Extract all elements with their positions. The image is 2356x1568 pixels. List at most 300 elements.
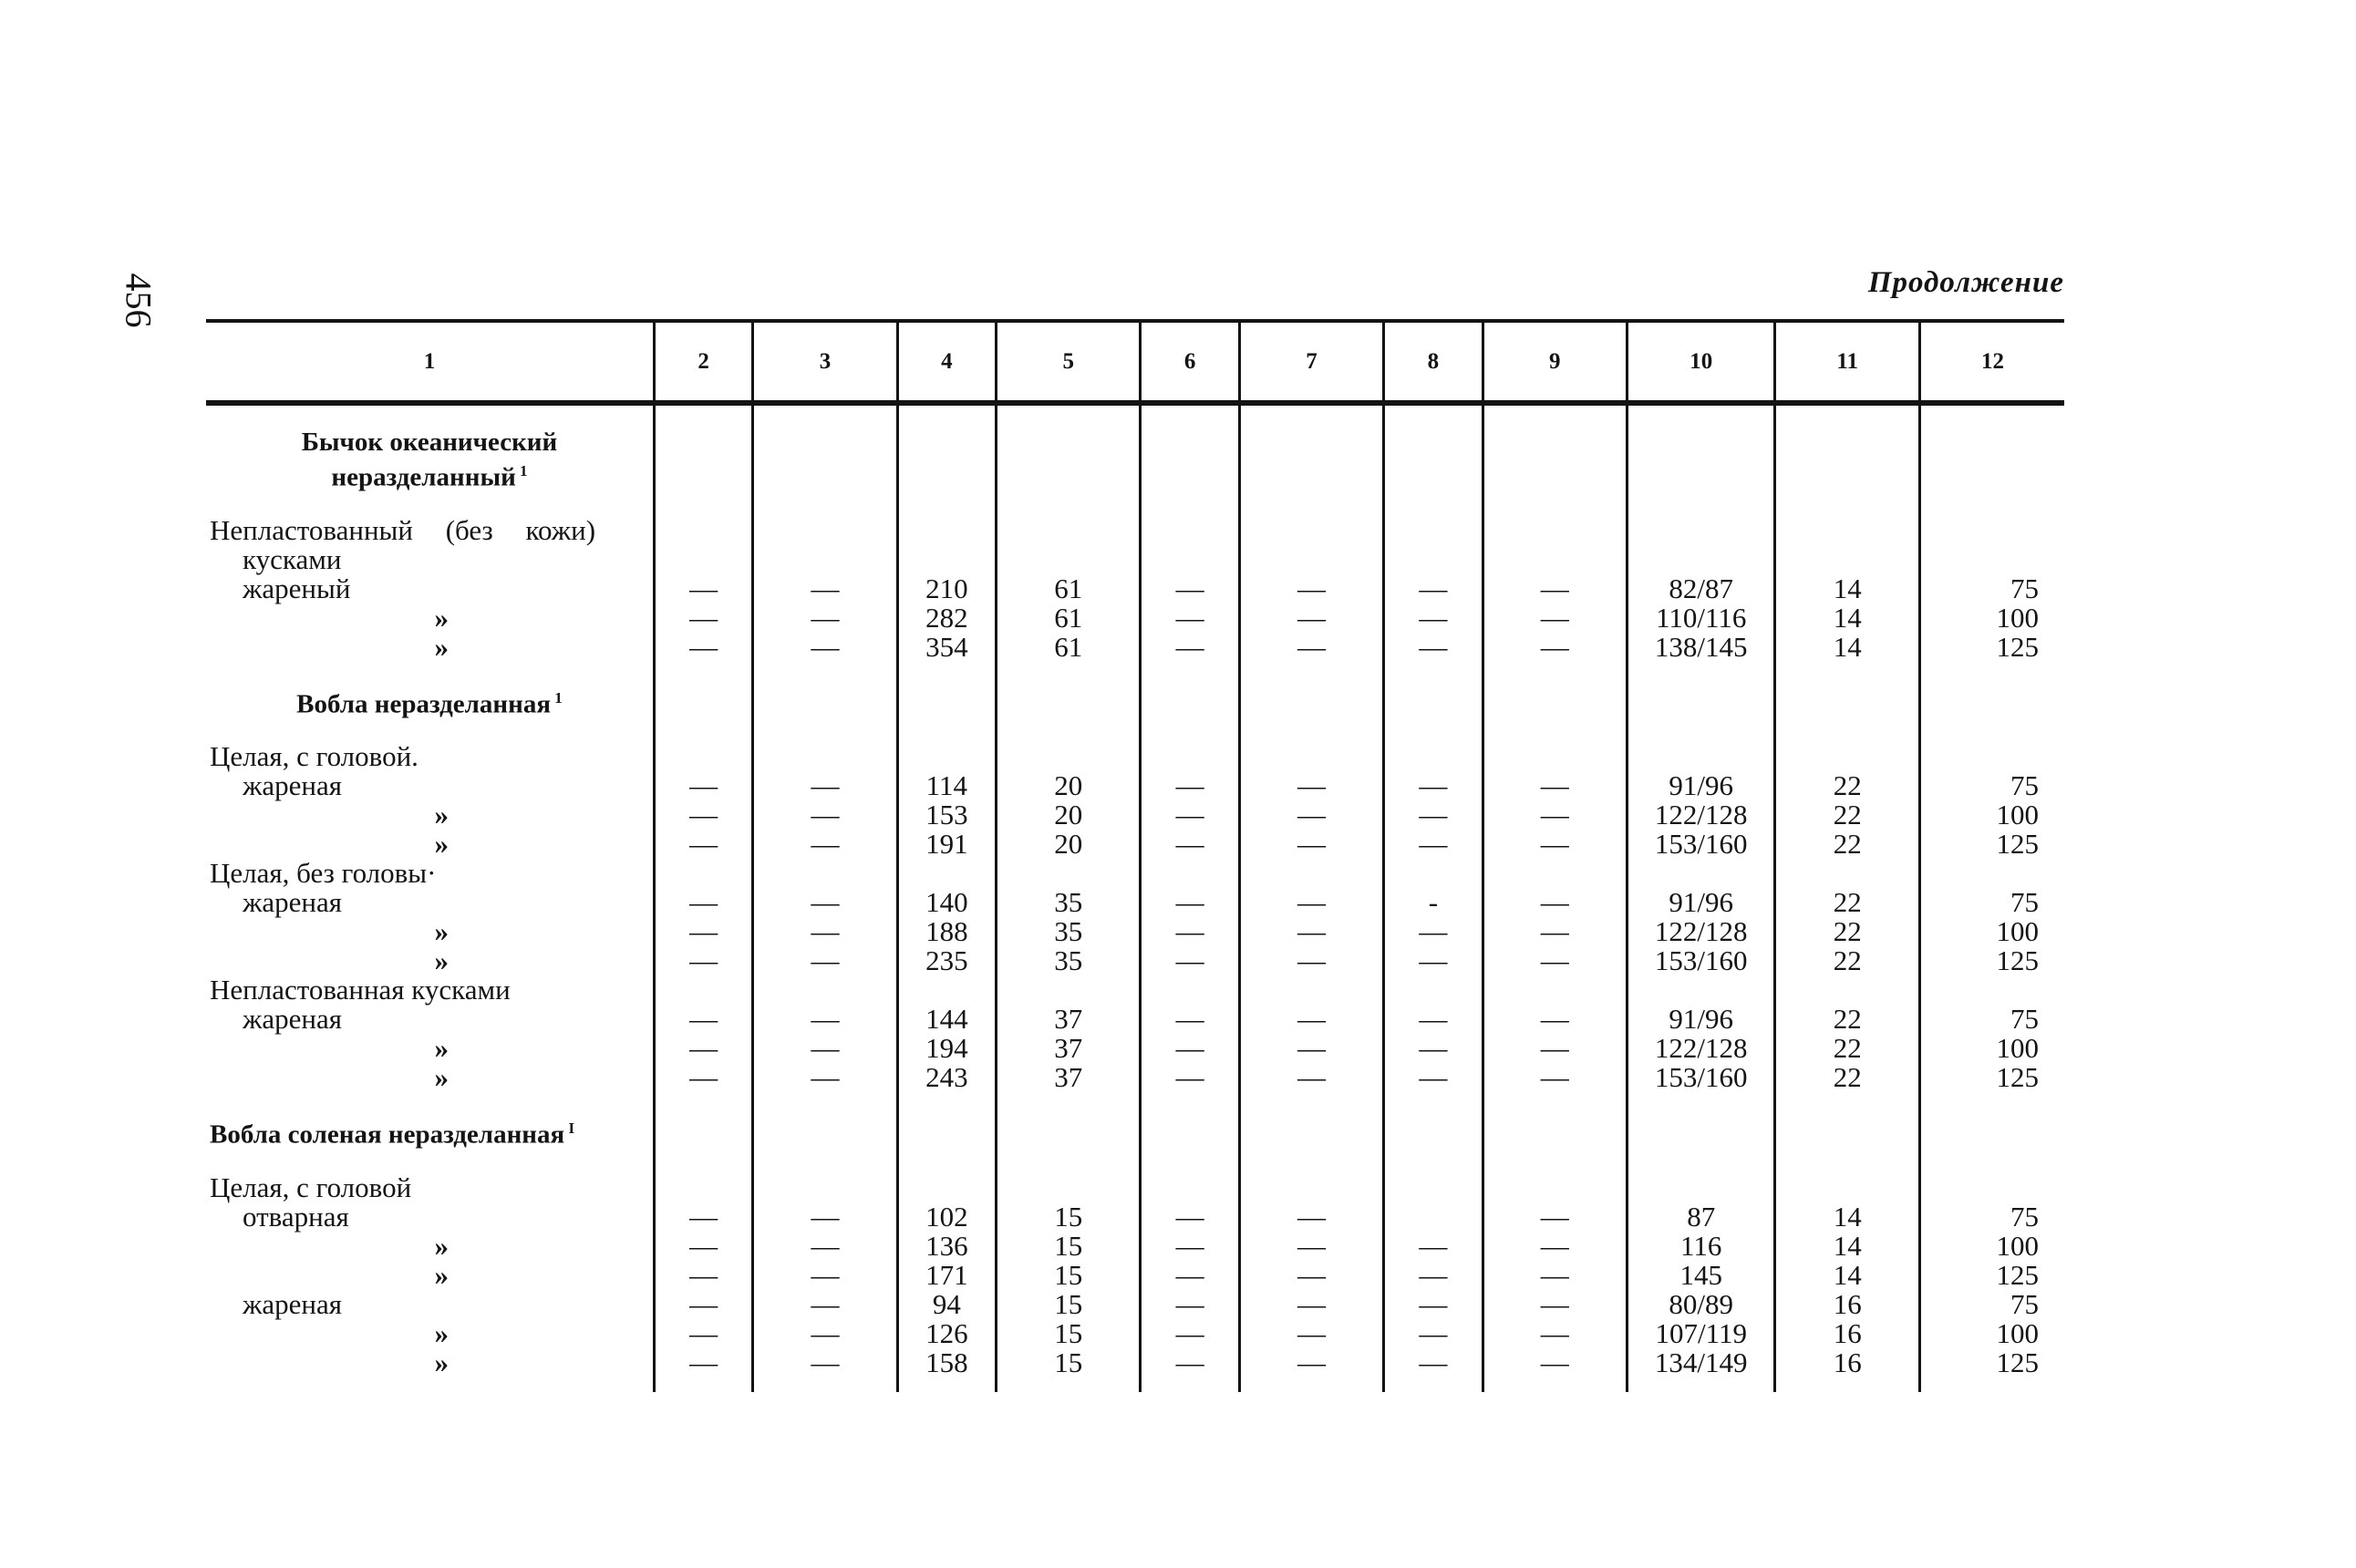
data-cell: —: [1239, 946, 1383, 975]
data-cell: —: [1483, 1202, 1627, 1232]
empty-cell: [1919, 1173, 2064, 1202]
empty-cell: [1919, 742, 2064, 771]
data-cell: 20: [997, 771, 1141, 800]
row-label: [206, 917, 654, 946]
data-cell: —: [1483, 603, 1627, 633]
empty-cell: [753, 1173, 897, 1202]
empty-cell: [1628, 742, 1775, 771]
empty-cell: [654, 975, 752, 1005]
data-cell: 15: [997, 1202, 1141, 1232]
table-row: [206, 1232, 2064, 1261]
data-cell: 158: [897, 1348, 996, 1392]
row-label-text: жареная: [243, 1287, 343, 1320]
row-label-text: отварная: [243, 1200, 349, 1233]
empty-cell: [1384, 742, 1483, 771]
empty-cell: [1384, 516, 1483, 574]
empty-cell: [897, 742, 996, 771]
data-cell: —: [1239, 1290, 1383, 1319]
section-title-line: Вобла неразделанная $^1$: [296, 688, 563, 719]
ditto-mark: »: [434, 944, 449, 977]
data-cell: —: [1141, 1348, 1239, 1392]
empty-cell: [654, 742, 752, 771]
data-cell: 14: [1775, 1202, 1919, 1232]
data-cell: 188: [897, 917, 996, 946]
data-cell: 125: [1919, 946, 2064, 975]
data-cell: 100: [1919, 1319, 2064, 1348]
empty-cell: [997, 516, 1141, 574]
column-header: 1: [423, 348, 436, 374]
ditto-mark: »: [434, 601, 449, 634]
data-cell: 153/160: [1628, 1063, 1775, 1092]
data-cell: —: [1141, 633, 1239, 662]
empty-cell: [1384, 403, 1483, 516]
data-cell: —: [1141, 1290, 1239, 1319]
empty-cell: [1239, 742, 1383, 771]
column-header: 12: [1919, 321, 2064, 403]
empty-cell: [1141, 1173, 1239, 1202]
data-cell: —: [753, 771, 897, 800]
data-cell: 16: [1775, 1319, 1919, 1348]
data-cell: —: [654, 1202, 752, 1232]
empty-cell: [1483, 859, 1627, 888]
data-cell: —: [753, 800, 897, 830]
data-cell: —: [654, 603, 752, 633]
table-row: [206, 771, 2064, 800]
description-row: [206, 975, 2064, 1005]
data-cell: —: [1384, 830, 1483, 859]
data-cell: 22: [1775, 1005, 1919, 1034]
data-cell: —: [654, 1232, 752, 1261]
data-cell: 194: [897, 1034, 996, 1063]
data-cell: —: [654, 1290, 752, 1319]
row-label: [206, 1173, 654, 1202]
data-cell: —: [1384, 917, 1483, 946]
table-row: [206, 574, 2064, 603]
data-cell: —: [753, 1202, 897, 1232]
description-row: [206, 742, 2064, 771]
data-cell: —: [654, 1348, 752, 1392]
empty-cell: [997, 975, 1141, 1005]
data-cell: —: [654, 1034, 752, 1063]
data-cell: 22: [1775, 771, 1919, 800]
row-label: [206, 975, 654, 1005]
empty-cell: [1384, 975, 1483, 1005]
ditto-mark: »: [434, 630, 449, 663]
row-label-text: жареный: [243, 572, 351, 604]
data-cell: —: [1384, 1319, 1483, 1348]
table-row: [206, 830, 2064, 859]
table-row: [206, 1319, 2064, 1348]
data-cell: —: [1239, 1063, 1383, 1092]
section-title-line: Вобла соленая неразделанная $^I$: [210, 1119, 575, 1150]
data-cell: —: [1141, 1034, 1239, 1063]
empty-cell: [654, 1092, 752, 1173]
data-cell: 75: [1919, 1202, 2064, 1232]
data-cell: —: [1384, 1232, 1483, 1261]
data-cell: 22: [1775, 888, 1919, 917]
data-cell: —: [1239, 917, 1383, 946]
empty-cell: [1775, 742, 1919, 771]
ditto-mark: »: [434, 828, 449, 861]
section-heading-row: [206, 1092, 2064, 1173]
row-label-line: Непластованный (без кожи): [210, 513, 596, 546]
data-cell: 37: [997, 1063, 1141, 1092]
data-cell: 22: [1775, 800, 1919, 830]
data-cell: —: [753, 633, 897, 662]
data-cell: —: [1239, 603, 1383, 633]
row-label: [206, 888, 654, 917]
data-cell: —: [753, 1232, 897, 1261]
column-header: 2: [654, 321, 752, 403]
data-cell: —: [654, 1063, 752, 1092]
data-cell: —: [1239, 771, 1383, 800]
data-cell: —: [1483, 1063, 1627, 1092]
data-cell: —: [1483, 800, 1627, 830]
data-cell: —: [1239, 1348, 1383, 1392]
data-cell: 15: [997, 1319, 1141, 1348]
empty-cell: [1239, 1092, 1383, 1173]
data-cell: —: [1239, 1319, 1383, 1348]
ditto-mark: »: [434, 1229, 449, 1262]
data-cell: 210: [897, 574, 996, 603]
data-cell: 114: [897, 771, 996, 800]
data-cell: 35: [997, 946, 1141, 975]
column-header: 8: [1384, 321, 1483, 403]
data-cell: —: [753, 1319, 897, 1348]
data-cell: 20: [997, 800, 1141, 830]
data-cell: —: [1483, 1005, 1627, 1034]
empty-cell: [1919, 403, 2064, 516]
empty-cell: [1775, 516, 1919, 574]
empty-cell: [1628, 403, 1775, 516]
row-label: [206, 1202, 654, 1232]
section-title: [206, 1092, 654, 1173]
description-row: [206, 859, 2064, 888]
footnote-marker: 1: [515, 462, 528, 480]
row-label-text: жареная: [243, 886, 343, 919]
empty-cell: [654, 859, 752, 888]
data-cell: 235: [897, 946, 996, 975]
description-row: [206, 1173, 2064, 1202]
empty-cell: [1239, 975, 1383, 1005]
data-cell: —: [1483, 633, 1627, 662]
data-cell: —: [654, 946, 752, 975]
empty-cell: [1483, 975, 1627, 1005]
description-row: [206, 516, 2064, 574]
empty-cell: [753, 403, 897, 516]
empty-cell: [1628, 975, 1775, 1005]
column-header: 11: [1775, 321, 1919, 403]
ditto-mark: »: [434, 799, 449, 831]
data-cell: —: [1141, 603, 1239, 633]
data-cell: 35: [997, 888, 1141, 917]
data-cell: 243: [897, 1063, 996, 1092]
row-label: [206, 830, 654, 859]
data-cell: 15: [997, 1232, 1141, 1261]
data-cell: —: [1384, 574, 1483, 603]
data-cell: 153/160: [1628, 946, 1775, 975]
column-header: 5: [997, 321, 1141, 403]
data-cell: 22: [1775, 1063, 1919, 1092]
data-cell: 153: [897, 800, 996, 830]
empty-cell: [753, 742, 897, 771]
data-cell: —: [1483, 574, 1627, 603]
table-row: [206, 800, 2064, 830]
data-cell: —: [1483, 830, 1627, 859]
footnote-marker: 1: [551, 688, 563, 707]
data-cell: —: [753, 1005, 897, 1034]
data-cell: —: [753, 946, 897, 975]
data-cell: —: [753, 1290, 897, 1319]
row-label: [206, 574, 654, 603]
empty-cell: [1239, 662, 1383, 743]
empty-cell: [897, 1173, 996, 1202]
empty-cell: [997, 403, 1141, 516]
data-cell: —: [1239, 1232, 1383, 1261]
data-cell: —: [654, 1319, 752, 1348]
empty-cell: [1483, 516, 1627, 574]
data-cell: —: [1239, 574, 1383, 603]
data-cell: —: [654, 800, 752, 830]
row-label: [206, 630, 654, 663]
empty-cell: [753, 516, 897, 574]
data-cell: 15: [997, 1290, 1141, 1319]
data-cell: —: [1141, 946, 1239, 975]
row-label: [206, 513, 654, 575]
empty-cell: [1628, 516, 1775, 574]
row-label-line: Целая, с головой.: [210, 740, 418, 773]
row-label-text: жареная: [243, 769, 343, 802]
nutrition-table-container: [206, 319, 2064, 1392]
empty-cell: [997, 662, 1141, 743]
data-cell: —: [654, 917, 752, 946]
column-header: 3: [753, 321, 897, 403]
data-cell: 22: [1775, 1034, 1919, 1063]
data-cell: —: [1141, 574, 1239, 603]
data-cell: —: [1141, 888, 1239, 917]
empty-cell: [1775, 403, 1919, 516]
data-cell: —: [1141, 800, 1239, 830]
data-cell: —: [753, 917, 897, 946]
data-cell: 138/145: [1628, 633, 1775, 662]
table-row: [206, 1290, 2064, 1319]
data-cell: —: [1483, 1290, 1627, 1319]
table-row: [206, 1261, 2064, 1290]
data-cell: —: [1141, 771, 1239, 800]
empty-cell: [753, 859, 897, 888]
empty-cell: [1141, 742, 1239, 771]
continuation-label: Продолжение: [1867, 266, 2064, 299]
column-header: 10: [1628, 321, 1775, 403]
empty-cell: [1483, 742, 1627, 771]
ditto-mark: »: [434, 1032, 449, 1065]
empty-cell: [753, 975, 897, 1005]
empty-cell: [897, 403, 996, 516]
data-cell: —: [753, 574, 897, 603]
empty-cell: [1483, 1092, 1627, 1173]
data-cell: 75: [1919, 574, 2064, 603]
data-cell: 16: [1775, 1290, 1919, 1319]
empty-cell: [1384, 1173, 1483, 1202]
data-cell: 35: [997, 917, 1141, 946]
data-cell: 122/128: [1628, 917, 1775, 946]
data-cell: 20: [997, 830, 1141, 859]
data-cell: —: [1483, 1348, 1627, 1392]
empty-cell: [1141, 403, 1239, 516]
data-cell: -: [1384, 888, 1483, 917]
data-cell: —: [1483, 888, 1627, 917]
data-cell: —: [1384, 1063, 1483, 1092]
data-cell: —: [1239, 830, 1383, 859]
data-cell: —: [654, 830, 752, 859]
empty-cell: [1775, 1092, 1919, 1173]
empty-cell: [753, 662, 897, 743]
data-cell: —: [1239, 1202, 1383, 1232]
empty-cell: [1775, 859, 1919, 888]
data-cell: —: [1141, 1005, 1239, 1034]
data-cell: —: [1483, 771, 1627, 800]
data-cell: 15: [997, 1348, 1141, 1392]
data-cell: 14: [1775, 1261, 1919, 1290]
row-label-line: Непластованная кусками: [210, 974, 511, 1006]
table-row: [206, 1005, 2064, 1034]
empty-cell: [1919, 859, 2064, 888]
data-cell: 22: [1775, 917, 1919, 946]
data-cell: 22: [1775, 830, 1919, 859]
empty-cell: [1919, 516, 2064, 574]
data-cell: —: [1384, 946, 1483, 975]
empty-cell: [1141, 662, 1239, 743]
data-cell: 136: [897, 1232, 996, 1261]
data-cell: 122/128: [1628, 800, 1775, 830]
table-row: [206, 1063, 2064, 1092]
empty-cell: [1919, 662, 2064, 743]
nutrition-table: [206, 319, 2064, 1392]
column-header-row: [206, 321, 2064, 403]
data-cell: 116: [1628, 1232, 1775, 1261]
data-cell: 14: [1775, 574, 1919, 603]
data-cell: —: [1239, 888, 1383, 917]
empty-cell: [1239, 1173, 1383, 1202]
ditto-mark: »: [434, 915, 449, 948]
data-cell: 87: [1628, 1202, 1775, 1232]
data-cell: 61: [997, 603, 1141, 633]
empty-cell: [1483, 662, 1627, 743]
data-cell: 102: [897, 1202, 996, 1232]
empty-cell: [997, 1173, 1141, 1202]
data-cell: —: [1483, 946, 1627, 975]
empty-cell: [1775, 662, 1919, 743]
table-row: [206, 1348, 2064, 1392]
data-cell: —: [1384, 1290, 1483, 1319]
data-cell: 140: [897, 888, 996, 917]
data-cell: 14: [1775, 633, 1919, 662]
empty-cell: [1239, 403, 1383, 516]
data-cell: —: [1239, 1034, 1383, 1063]
row-label: [206, 1348, 654, 1392]
table-row: [206, 1034, 2064, 1063]
empty-cell: [1384, 859, 1483, 888]
data-cell: 100: [1919, 1232, 2064, 1261]
data-cell: 15: [997, 1261, 1141, 1290]
data-cell: —: [1384, 633, 1483, 662]
data-cell: —: [753, 888, 897, 917]
empty-cell: [654, 1173, 752, 1202]
data-cell: —: [1141, 1319, 1239, 1348]
row-label-text: жареная: [243, 1003, 343, 1036]
data-cell: 94: [897, 1290, 996, 1319]
table-body: [206, 403, 2064, 1392]
ditto-mark: »: [434, 1258, 449, 1291]
empty-cell: [897, 662, 996, 743]
empty-cell: [654, 403, 752, 516]
column-header: 7: [1239, 321, 1383, 403]
empty-cell: [1141, 859, 1239, 888]
data-cell: 14: [1775, 1232, 1919, 1261]
data-cell: [1384, 1202, 1483, 1232]
empty-cell: [1141, 1092, 1239, 1173]
table-row: [206, 633, 2064, 662]
row-label: [206, 1229, 654, 1262]
ditto-mark: »: [434, 1316, 449, 1349]
row-label: [206, 1287, 654, 1320]
data-cell: —: [1141, 1261, 1239, 1290]
empty-cell: [1628, 662, 1775, 743]
data-cell: 354: [897, 633, 996, 662]
data-cell: —: [654, 633, 752, 662]
data-cell: 100: [1919, 603, 2064, 633]
data-cell: —: [1239, 633, 1383, 662]
table-row: [206, 946, 2064, 975]
table-row: [206, 917, 2064, 946]
data-cell: 37: [997, 1005, 1141, 1034]
data-cell: 125: [1919, 1348, 2064, 1392]
row-label: [206, 1005, 654, 1034]
empty-cell: [1628, 1092, 1775, 1173]
ditto-mark: »: [434, 1061, 449, 1094]
data-cell: —: [1384, 1348, 1483, 1392]
data-cell: 75: [1919, 771, 2064, 800]
section-title: [206, 662, 654, 743]
data-cell: —: [753, 1261, 897, 1290]
empty-cell: [1384, 1092, 1483, 1173]
empty-cell: [1483, 403, 1627, 516]
column-header: 4: [897, 321, 996, 403]
row-label-line: кусками: [243, 542, 342, 575]
section-heading-row: [206, 403, 2064, 516]
data-cell: —: [753, 1034, 897, 1063]
data-cell: —: [1384, 603, 1483, 633]
data-cell: 282: [897, 603, 996, 633]
data-cell: —: [654, 771, 752, 800]
empty-cell: [897, 859, 996, 888]
data-cell: —: [1239, 800, 1383, 830]
data-cell: —: [654, 888, 752, 917]
section-title: [206, 403, 654, 516]
row-label: [206, 800, 654, 830]
data-cell: 126: [897, 1319, 996, 1348]
data-cell: 91/96: [1628, 888, 1775, 917]
empty-cell: [1239, 516, 1383, 574]
data-cell: —: [1141, 830, 1239, 859]
data-cell: 61: [997, 574, 1141, 603]
empty-cell: [1775, 975, 1919, 1005]
data-cell: —: [753, 1063, 897, 1092]
table-row: [206, 888, 2064, 917]
data-cell: —: [1483, 1261, 1627, 1290]
row-label-line: Целая, без головы·: [210, 857, 437, 890]
row-label: [206, 1063, 654, 1092]
